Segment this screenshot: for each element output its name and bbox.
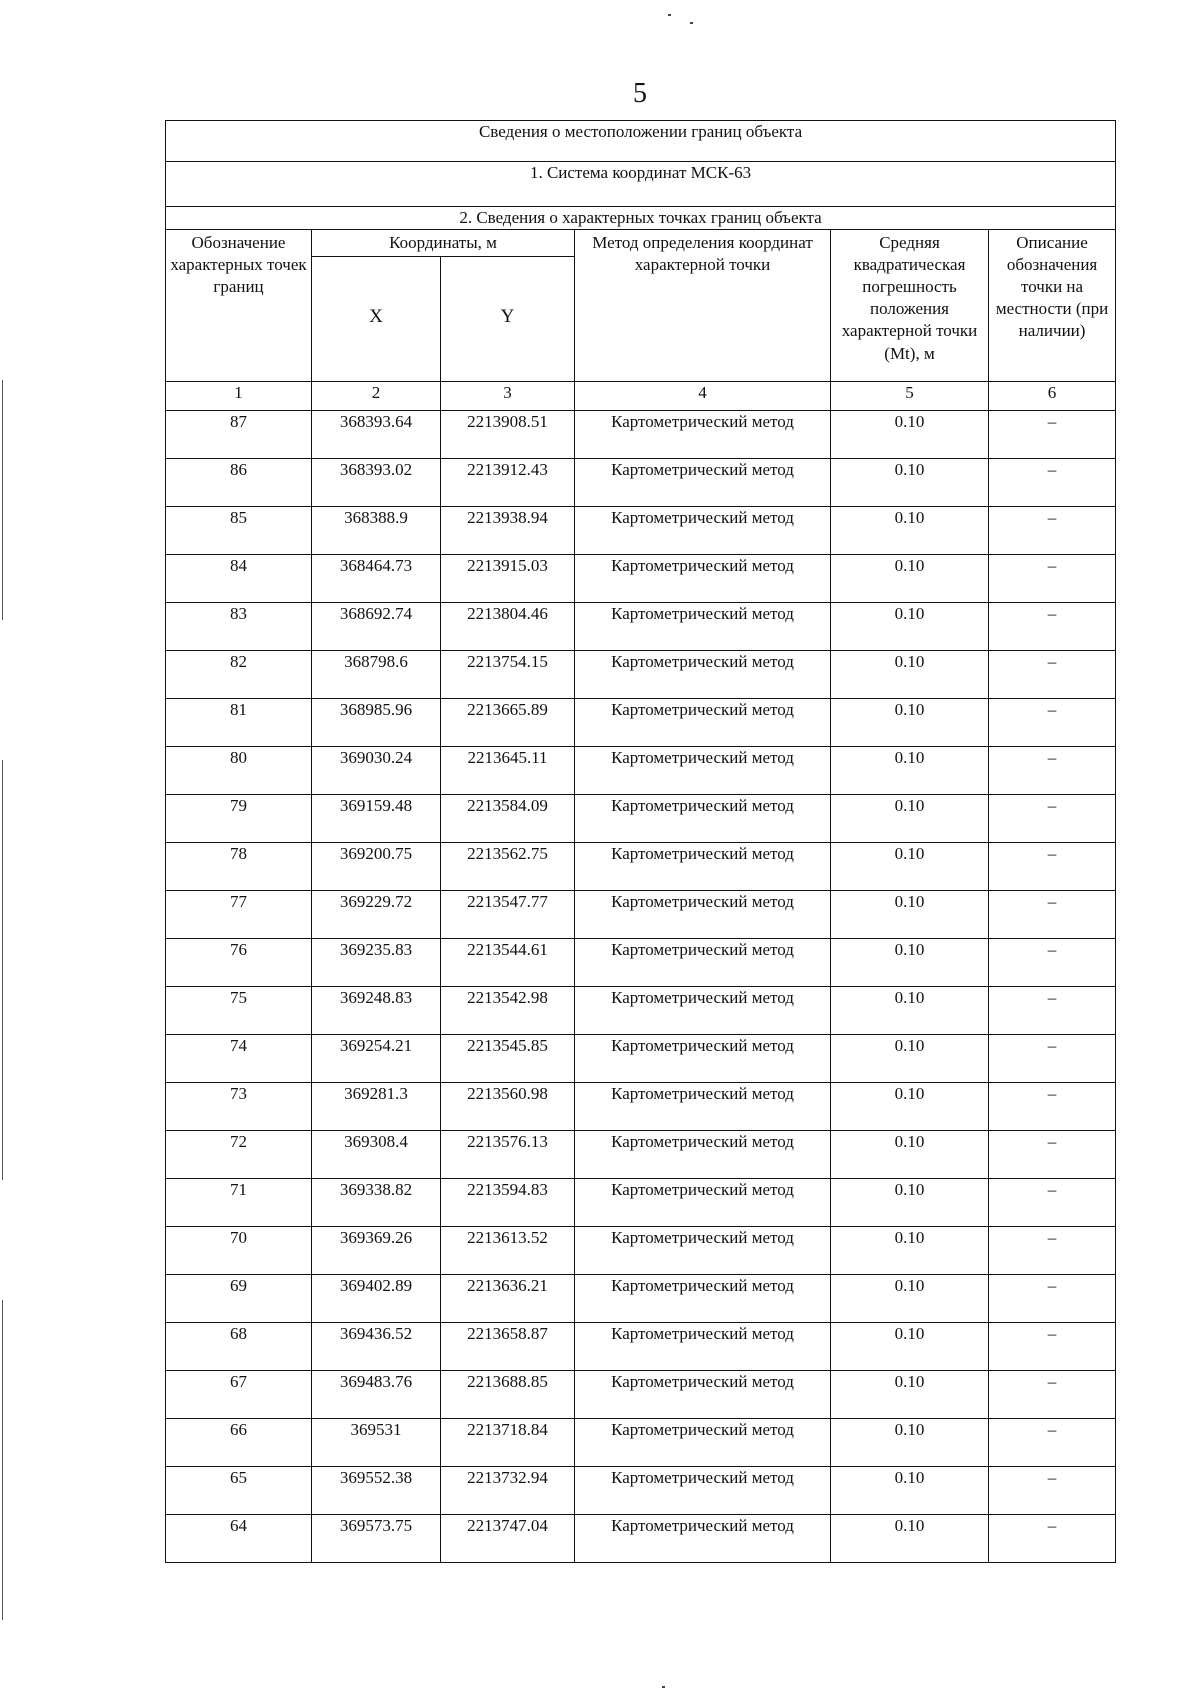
method-cell: Картометрический метод — [575, 603, 831, 651]
description-cell: – — [989, 1467, 1116, 1515]
accuracy-cell: 0.10 — [831, 1131, 989, 1179]
method-cell: Картометрический метод — [575, 891, 831, 939]
method-cell: Картометрический метод — [575, 1083, 831, 1131]
table-row — [166, 699, 1116, 747]
point-cell: 73 — [166, 1083, 312, 1131]
y-cell: 2213754.15 — [441, 651, 575, 699]
column-number: 6 — [989, 382, 1116, 411]
column-number: 3 — [441, 382, 575, 411]
table-row — [166, 651, 1116, 699]
x-cell: 368464.73 — [312, 555, 441, 603]
description-cell: – — [989, 1131, 1116, 1179]
y-cell: 2213547.77 — [441, 891, 575, 939]
x-cell: 369308.4 — [312, 1131, 441, 1179]
description-cell: – — [989, 795, 1116, 843]
x-cell: 369235.83 — [312, 939, 441, 987]
accuracy-cell: 0.10 — [831, 1515, 989, 1563]
accuracy-cell: 0.10 — [831, 1035, 989, 1083]
accuracy-cell: 0.10 — [831, 795, 989, 843]
scan-speck — [668, 14, 671, 16]
method-cell: Картометрический метод — [575, 555, 831, 603]
point-cell: 72 — [166, 1131, 312, 1179]
table-row — [166, 1275, 1116, 1323]
header-coordinates: Координаты, м — [312, 230, 575, 257]
table-row — [166, 1179, 1116, 1227]
x-cell: 369281.3 — [312, 1083, 441, 1131]
method-cell: Картометрический метод — [575, 1035, 831, 1083]
table-row — [166, 1419, 1116, 1467]
y-cell: 2213584.09 — [441, 795, 575, 843]
point-cell: 75 — [166, 987, 312, 1035]
y-cell: 2213912.43 — [441, 459, 575, 507]
accuracy-cell: 0.10 — [831, 987, 989, 1035]
accuracy-cell: 0.10 — [831, 1275, 989, 1323]
description-cell: – — [989, 651, 1116, 699]
point-cell: 68 — [166, 1323, 312, 1371]
y-cell: 2213908.51 — [441, 411, 575, 459]
method-cell: Картометрический метод — [575, 1371, 831, 1419]
accuracy-cell: 0.10 — [831, 939, 989, 987]
x-cell: 369369.26 — [312, 1227, 441, 1275]
x-cell: 369338.82 — [312, 1179, 441, 1227]
scan-speck — [690, 22, 693, 24]
y-cell: 2213594.83 — [441, 1179, 575, 1227]
table-row — [166, 1323, 1116, 1371]
description-cell: – — [989, 555, 1116, 603]
description-cell: – — [989, 1227, 1116, 1275]
table-title: Сведения о местоположении границ объекта — [166, 121, 1116, 162]
scan-speck — [662, 1686, 665, 1688]
x-cell: 368388.9 — [312, 507, 441, 555]
accuracy-cell: 0.10 — [831, 1467, 989, 1515]
point-cell: 76 — [166, 939, 312, 987]
table-row — [166, 843, 1116, 891]
y-cell: 2213636.21 — [441, 1275, 575, 1323]
header-method: Метод определения координат характерной точки — [575, 230, 831, 382]
table-row — [166, 795, 1116, 843]
method-cell: Картометрический метод — [575, 1131, 831, 1179]
accuracy-cell: 0.10 — [831, 651, 989, 699]
point-cell: 84 — [166, 555, 312, 603]
y-cell: 2213645.11 — [441, 747, 575, 795]
x-cell: 369573.75 — [312, 1515, 441, 1563]
boundary-points-table — [165, 120, 1116, 1563]
page-number: 5 — [633, 78, 647, 109]
scan-margin-line — [2, 1300, 3, 1620]
accuracy-cell: 0.10 — [831, 1179, 989, 1227]
method-cell: Картометрический метод — [575, 987, 831, 1035]
table-row — [166, 1515, 1116, 1563]
method-cell: Картометрический метод — [575, 1275, 831, 1323]
method-cell: Картометрический метод — [575, 1323, 831, 1371]
method-cell: Картометрический метод — [575, 507, 831, 555]
point-cell: 66 — [166, 1419, 312, 1467]
description-cell: – — [989, 1083, 1116, 1131]
description-cell: – — [989, 459, 1116, 507]
table-row — [166, 459, 1116, 507]
y-cell: 2213545.85 — [441, 1035, 575, 1083]
description-cell: – — [989, 987, 1116, 1035]
header-y: Y — [441, 257, 575, 382]
method-cell: Картометрический метод — [575, 1515, 831, 1563]
y-cell: 2213915.03 — [441, 555, 575, 603]
description-cell: – — [989, 411, 1116, 459]
y-cell: 2213560.98 — [441, 1083, 575, 1131]
y-cell: 2213804.46 — [441, 603, 575, 651]
accuracy-cell: 0.10 — [831, 1371, 989, 1419]
table-row — [166, 939, 1116, 987]
description-cell: – — [989, 939, 1116, 987]
y-cell: 2213747.04 — [441, 1515, 575, 1563]
y-cell: 2213613.52 — [441, 1227, 575, 1275]
point-cell: 83 — [166, 603, 312, 651]
point-cell: 65 — [166, 1467, 312, 1515]
column-number: 2 — [312, 382, 441, 411]
accuracy-cell: 0.10 — [831, 1227, 989, 1275]
x-cell: 368393.02 — [312, 459, 441, 507]
y-cell: 2213665.89 — [441, 699, 575, 747]
description-cell: – — [989, 1275, 1116, 1323]
method-cell: Картометрический метод — [575, 411, 831, 459]
y-cell: 2213576.13 — [441, 1131, 575, 1179]
x-cell: 369229.72 — [312, 891, 441, 939]
table-row — [166, 1083, 1116, 1131]
point-cell: 77 — [166, 891, 312, 939]
column-number: 4 — [575, 382, 831, 411]
point-cell: 86 — [166, 459, 312, 507]
description-cell: – — [989, 747, 1116, 795]
description-cell: – — [989, 843, 1116, 891]
accuracy-cell: 0.10 — [831, 891, 989, 939]
x-cell: 369200.75 — [312, 843, 441, 891]
method-cell: Картометрический метод — [575, 795, 831, 843]
x-cell: 368985.96 — [312, 699, 441, 747]
table-row — [166, 507, 1116, 555]
x-cell: 369552.38 — [312, 1467, 441, 1515]
point-cell: 80 — [166, 747, 312, 795]
accuracy-cell: 0.10 — [831, 747, 989, 795]
header-point: Обозначение характерных точек границ — [166, 230, 312, 382]
header-accuracy: Средняя квадратическая погрешность положения характерной точки (Mt), м — [831, 230, 989, 382]
description-cell: – — [989, 1419, 1116, 1467]
accuracy-cell: 0.10 — [831, 411, 989, 459]
y-cell: 2213544.61 — [441, 939, 575, 987]
x-cell: 369436.52 — [312, 1323, 441, 1371]
description-cell: – — [989, 1179, 1116, 1227]
method-cell: Картометрический метод — [575, 939, 831, 987]
point-cell: 79 — [166, 795, 312, 843]
point-cell: 87 — [166, 411, 312, 459]
point-cell: 82 — [166, 651, 312, 699]
point-cell: 69 — [166, 1275, 312, 1323]
x-cell: 369159.48 — [312, 795, 441, 843]
x-cell: 369030.24 — [312, 747, 441, 795]
table-row — [166, 411, 1116, 459]
y-cell: 2213658.87 — [441, 1323, 575, 1371]
method-cell: Картометрический метод — [575, 1179, 831, 1227]
table-row — [166, 891, 1116, 939]
method-cell: Картометрический метод — [575, 699, 831, 747]
x-cell: 369254.21 — [312, 1035, 441, 1083]
method-cell: Картометрический метод — [575, 843, 831, 891]
x-cell: 368393.64 — [312, 411, 441, 459]
method-cell: Картометрический метод — [575, 1419, 831, 1467]
column-number: 1 — [166, 382, 312, 411]
table-row — [166, 555, 1116, 603]
description-cell: – — [989, 1035, 1116, 1083]
header-description: Описание обозначения точки на местности (при наличии) — [989, 230, 1116, 382]
description-cell: – — [989, 1371, 1116, 1419]
table-row — [166, 1035, 1116, 1083]
description-cell: – — [989, 1515, 1116, 1563]
x-cell: 369483.76 — [312, 1371, 441, 1419]
accuracy-cell: 0.10 — [831, 555, 989, 603]
accuracy-cell: 0.10 — [831, 843, 989, 891]
column-numbers-row — [166, 382, 1116, 411]
description-cell: – — [989, 699, 1116, 747]
accuracy-cell: 0.10 — [831, 459, 989, 507]
scan-margin-line — [2, 380, 3, 620]
point-cell: 78 — [166, 843, 312, 891]
x-cell: 368692.74 — [312, 603, 441, 651]
method-cell: Картометрический метод — [575, 1467, 831, 1515]
x-cell: 368798.6 — [312, 651, 441, 699]
point-cell: 81 — [166, 699, 312, 747]
accuracy-cell: 0.10 — [831, 1083, 989, 1131]
table-row — [166, 747, 1116, 795]
y-cell: 2213562.75 — [441, 843, 575, 891]
description-cell: – — [989, 891, 1116, 939]
y-cell: 2213718.84 — [441, 1419, 575, 1467]
method-cell: Картометрический метод — [575, 747, 831, 795]
y-cell: 2213542.98 — [441, 987, 575, 1035]
accuracy-cell: 0.10 — [831, 507, 989, 555]
x-cell: 369402.89 — [312, 1275, 441, 1323]
y-cell: 2213938.94 — [441, 507, 575, 555]
table-body — [166, 411, 1116, 1563]
accuracy-cell: 0.10 — [831, 1323, 989, 1371]
accuracy-cell: 0.10 — [831, 1419, 989, 1467]
table-row — [166, 987, 1116, 1035]
accuracy-cell: 0.10 — [831, 699, 989, 747]
description-cell: – — [989, 603, 1116, 651]
table-row — [166, 1227, 1116, 1275]
point-cell: 67 — [166, 1371, 312, 1419]
accuracy-cell: 0.10 — [831, 603, 989, 651]
x-cell: 369248.83 — [312, 987, 441, 1035]
description-cell: – — [989, 507, 1116, 555]
point-cell: 71 — [166, 1179, 312, 1227]
table-row — [166, 1467, 1116, 1515]
table-row — [166, 1131, 1116, 1179]
x-cell: 369531 — [312, 1419, 441, 1467]
column-number: 5 — [831, 382, 989, 411]
table-row — [166, 603, 1116, 651]
point-cell: 64 — [166, 1515, 312, 1563]
scan-margin-line — [2, 760, 3, 1180]
section-title: 2. Сведения о характерных точках границ объекта — [166, 207, 1116, 230]
description-cell: – — [989, 1323, 1116, 1371]
header-x: X — [312, 257, 441, 382]
table-row — [166, 1371, 1116, 1419]
point-cell: 74 — [166, 1035, 312, 1083]
method-cell: Картометрический метод — [575, 1227, 831, 1275]
point-cell: 70 — [166, 1227, 312, 1275]
coordinate-system: 1. Система координат МСК-63 — [166, 162, 1116, 207]
method-cell: Картометрический метод — [575, 651, 831, 699]
point-cell: 85 — [166, 507, 312, 555]
method-cell: Картометрический метод — [575, 459, 831, 507]
y-cell: 2213688.85 — [441, 1371, 575, 1419]
y-cell: 2213732.94 — [441, 1467, 575, 1515]
